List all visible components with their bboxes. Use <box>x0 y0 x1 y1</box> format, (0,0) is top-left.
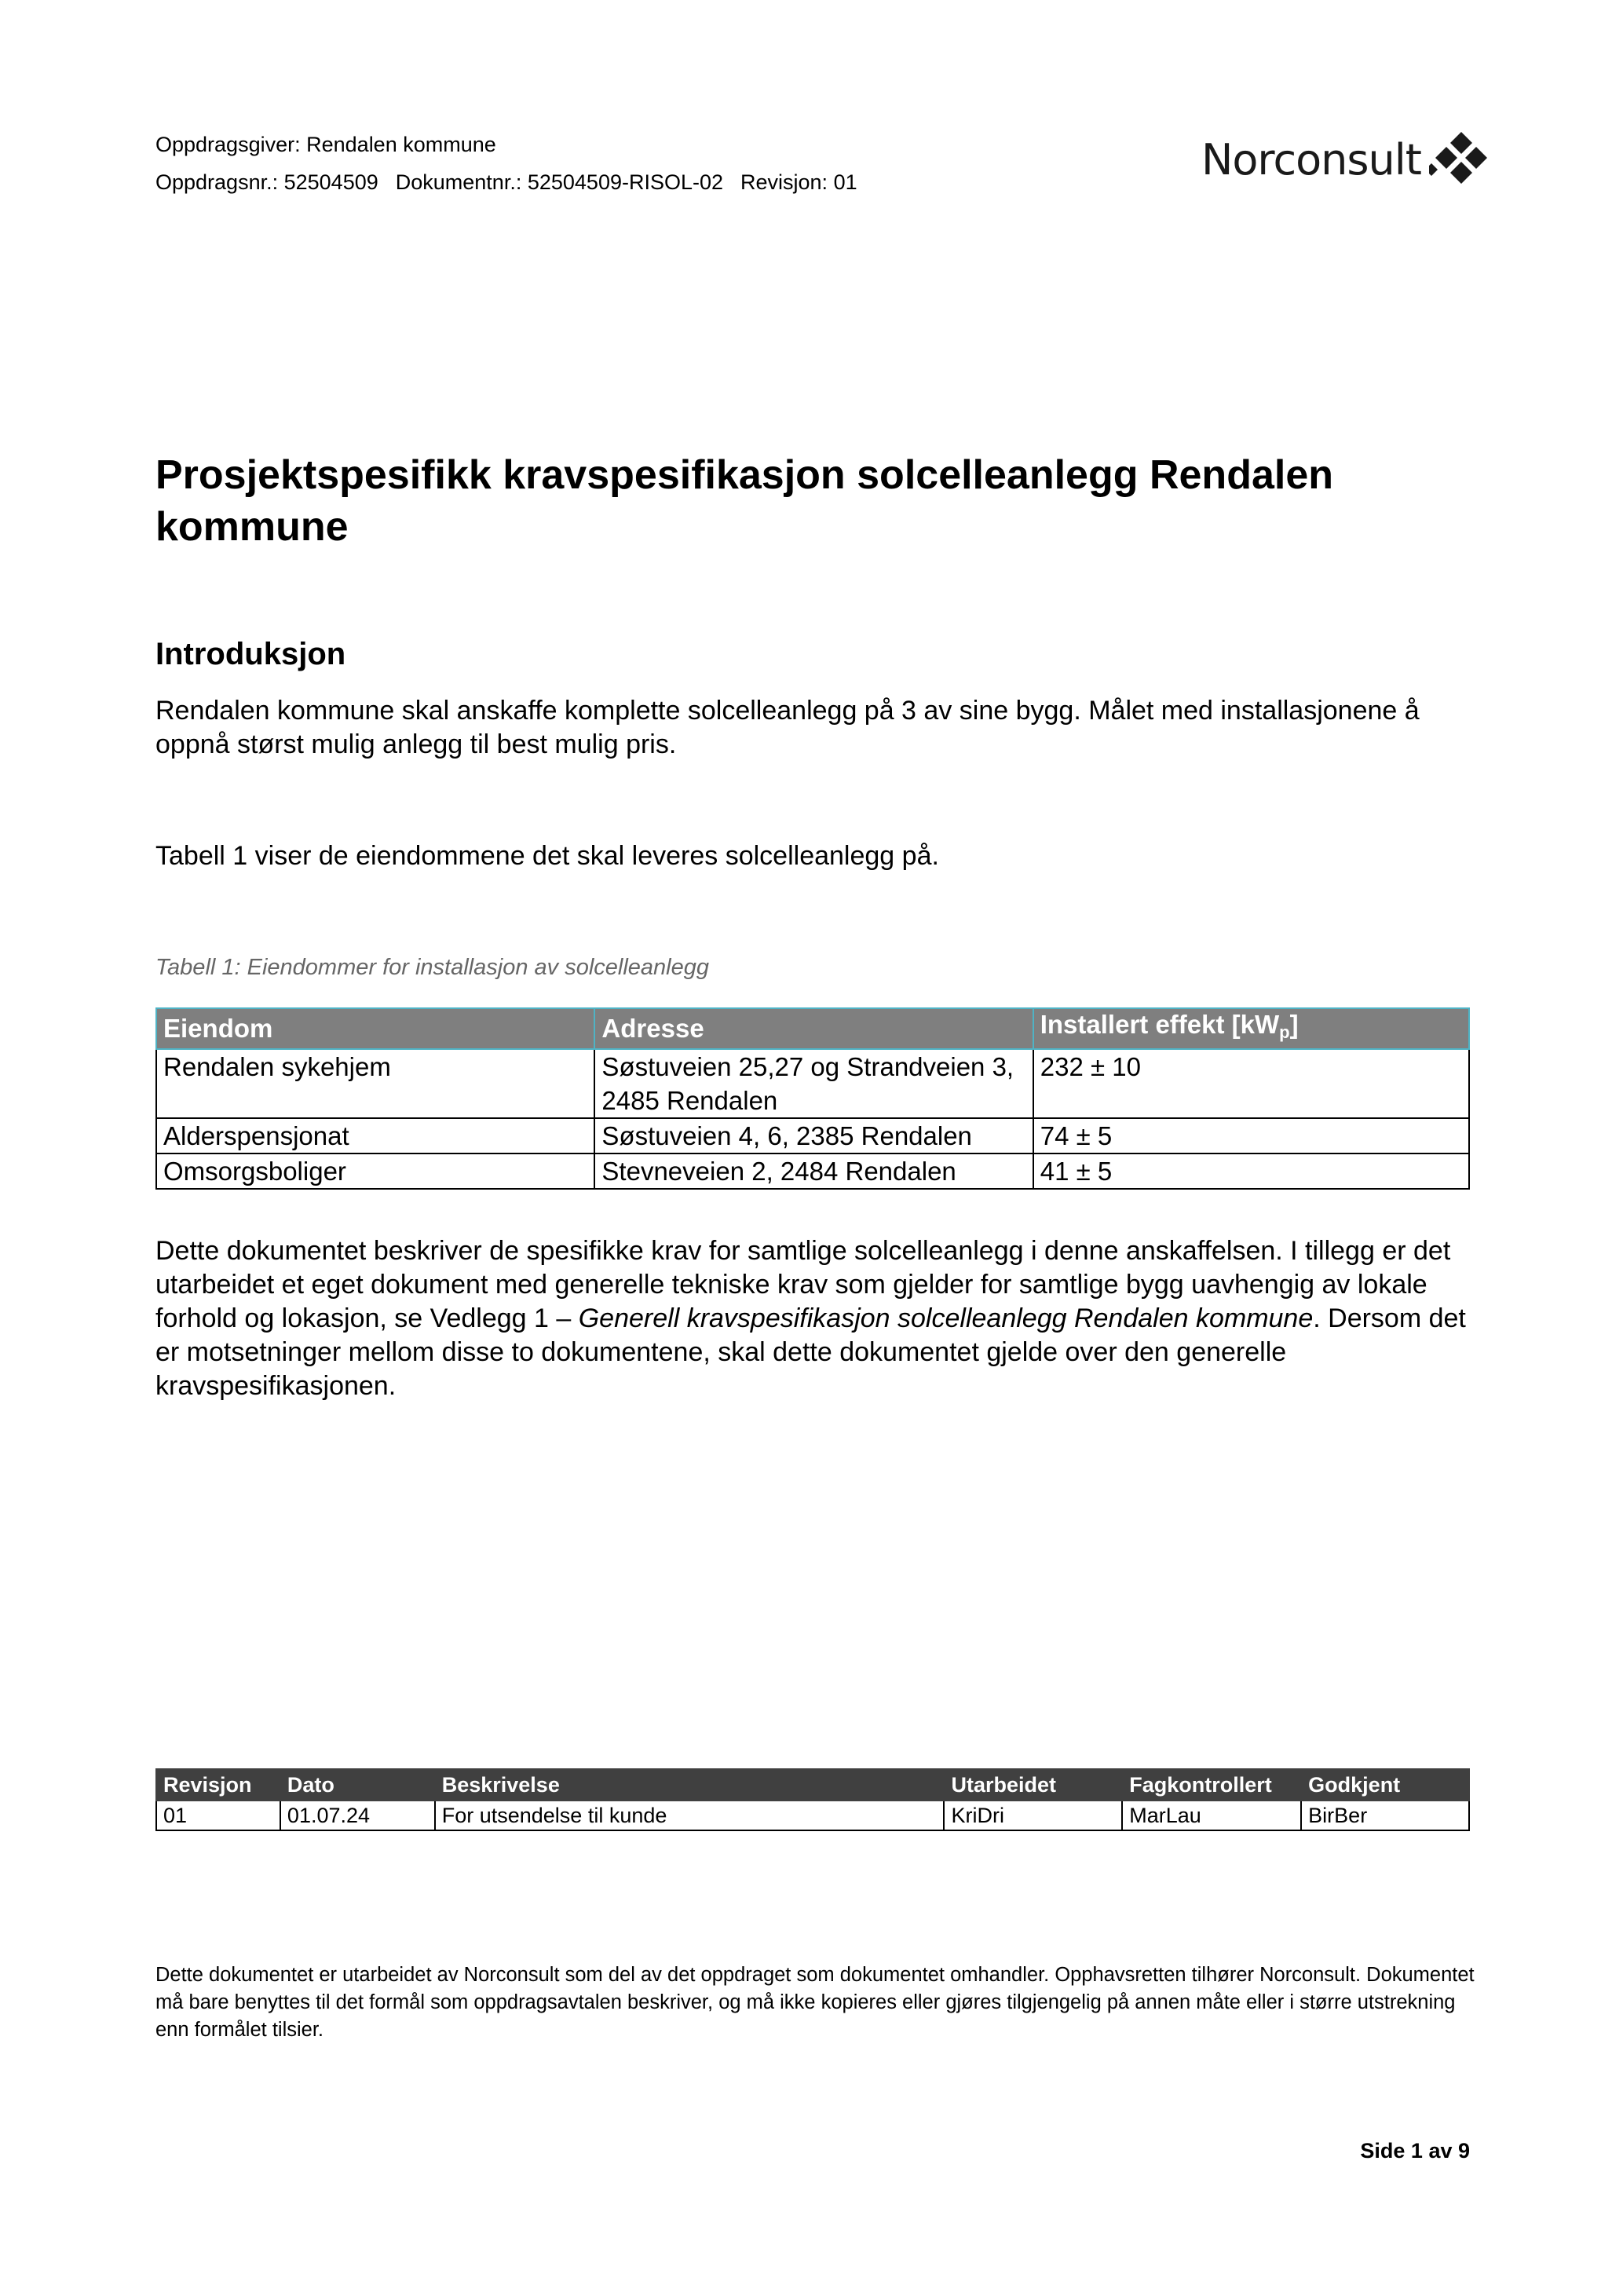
property-table <box>155 1007 1470 1190</box>
table-row <box>156 1153 1469 1189</box>
cell-property: Rendalen sykehjem <box>156 1049 594 1118</box>
cell-power: 41 ± 5 <box>1033 1153 1469 1189</box>
section-heading: Introduksjon <box>155 637 346 671</box>
column-header-revision: Revisjon <box>156 1769 280 1801</box>
cell-description: For utsendelse til kunde <box>435 1801 945 1830</box>
description-paragraph: Dette dokumentet beskriver de spesifikke krav for samtlige solcelleanlegg i denne anskaffelsen. I tillegg er det utarbeidet et eget dokument med generelle tekniske krav som gjelder for samtlige bygg uavhengig av lokale forhold og lokasjon, se Vedlegg 1 – Generell kravspesifikasjon solcelleanlegg Rendalen kommune. Dersom det er motsetninger mellom disse to dokumentene, skal dette dokumentet gjelde over den generelle kravspesifikasjonen. <box>155 1236 1466 1401</box>
intro-paragraph: Rendalen kommune skal anskaffe komplette solcelleanlegg på 3 av sine bygg. Målet med installasjonene å oppnå størst mulig anlegg til best mulig pris. <box>155 696 1420 759</box>
column-header-installed-power: Installert effekt $[kW_p]$ <box>1033 1008 1469 1049</box>
copyright-note: Dette dokumentet er utarbeidet av Norconsult som del av det oppdraget som dokumentet omhandler. Opphavsretten tilhører Norconsult. Dokumentet må bare benyttes til det formål som oppdragsavtalen beskriver, og må ikke kopieres eller gjøres tilgjengelig på annen måte eller i større utstrekning enn formålet tilsier. <box>155 1964 1475 2041</box>
cell-address: Søstuveien 25,27 og Strandveien 3, 2485 Rendalen <box>594 1049 1033 1118</box>
column-header-property: Eiendom <box>156 1008 594 1049</box>
cell-address: Stevneveien 2, 2484 Rendalen <box>594 1153 1033 1189</box>
table-intro-paragraph: Tabell 1 viser de eiendommene det skal leveres solcelleanlegg på. <box>155 841 939 871</box>
cell-power: 74 ± 5 <box>1033 1118 1469 1153</box>
header-client-line <box>155 132 496 157</box>
cell-revision: 01 <box>156 1801 280 1830</box>
column-header-description: Beskrivelse <box>435 1769 945 1801</box>
column-header-prepared: Utarbeidet <box>944 1769 1122 1801</box>
norconsult-logo <box>1201 132 1493 188</box>
diamond-logo-icon <box>1429 130 1493 190</box>
document-number: 52504509-RISOL-02 <box>527 170 724 194</box>
cell-date: 01.07.24 <box>280 1801 435 1830</box>
cell-property: Omsorgsboliger <box>156 1153 594 1189</box>
column-header-date: Dato <box>280 1769 435 1801</box>
table-row <box>156 1801 1469 1830</box>
column-header-checked: Fagkontrollert <box>1122 1769 1301 1801</box>
column-header-address: Adresse <box>594 1008 1033 1049</box>
appendix-reference: Generell kravspesifikasjon solcelleanlegg Rendalen kommune <box>578 1303 1314 1333</box>
cell-address: Søstuveien 4, 6, 2385 Rendalen <box>594 1118 1033 1153</box>
revision-table <box>155 1768 1470 1831</box>
property-table-header-row <box>156 1008 1469 1049</box>
table-caption: Tabell 1: Eiendommer for installasjon av solcelleanlegg <box>155 955 709 980</box>
cell-prepared: KriDri <box>944 1801 1122 1830</box>
table-row <box>156 1049 1469 1118</box>
document-title: Prosjektspesifikk kravspesifikasjon solcelleanlegg Rendalen kommune <box>155 452 1334 550</box>
revision-label: Revisjon: <box>740 170 828 194</box>
logo-wordmark: Norconsult <box>1201 135 1421 185</box>
assignment-number: 52504509 <box>283 170 378 194</box>
cell-approved: BirBer <box>1301 1801 1469 1830</box>
client-value: Rendalen kommune <box>306 133 496 156</box>
revision-number: 01 <box>833 170 857 194</box>
document-label: Dokumentnr.: <box>395 170 522 194</box>
revision-table-header-row <box>156 1769 1469 1801</box>
page-number: Side 1 av 9 <box>1360 2139 1470 2163</box>
header-document-line <box>155 170 857 195</box>
assignment-label: Oppdragsnr.: <box>155 170 279 194</box>
cell-property: Alderspensjonat <box>156 1118 594 1153</box>
cell-checked: MarLau <box>1122 1801 1301 1830</box>
client-label: Oppdragsgiver: <box>155 133 301 156</box>
column-header-approved: Godkjent <box>1301 1769 1469 1801</box>
cell-power: 232 ± 10 <box>1033 1049 1469 1118</box>
table-row <box>156 1118 1469 1153</box>
